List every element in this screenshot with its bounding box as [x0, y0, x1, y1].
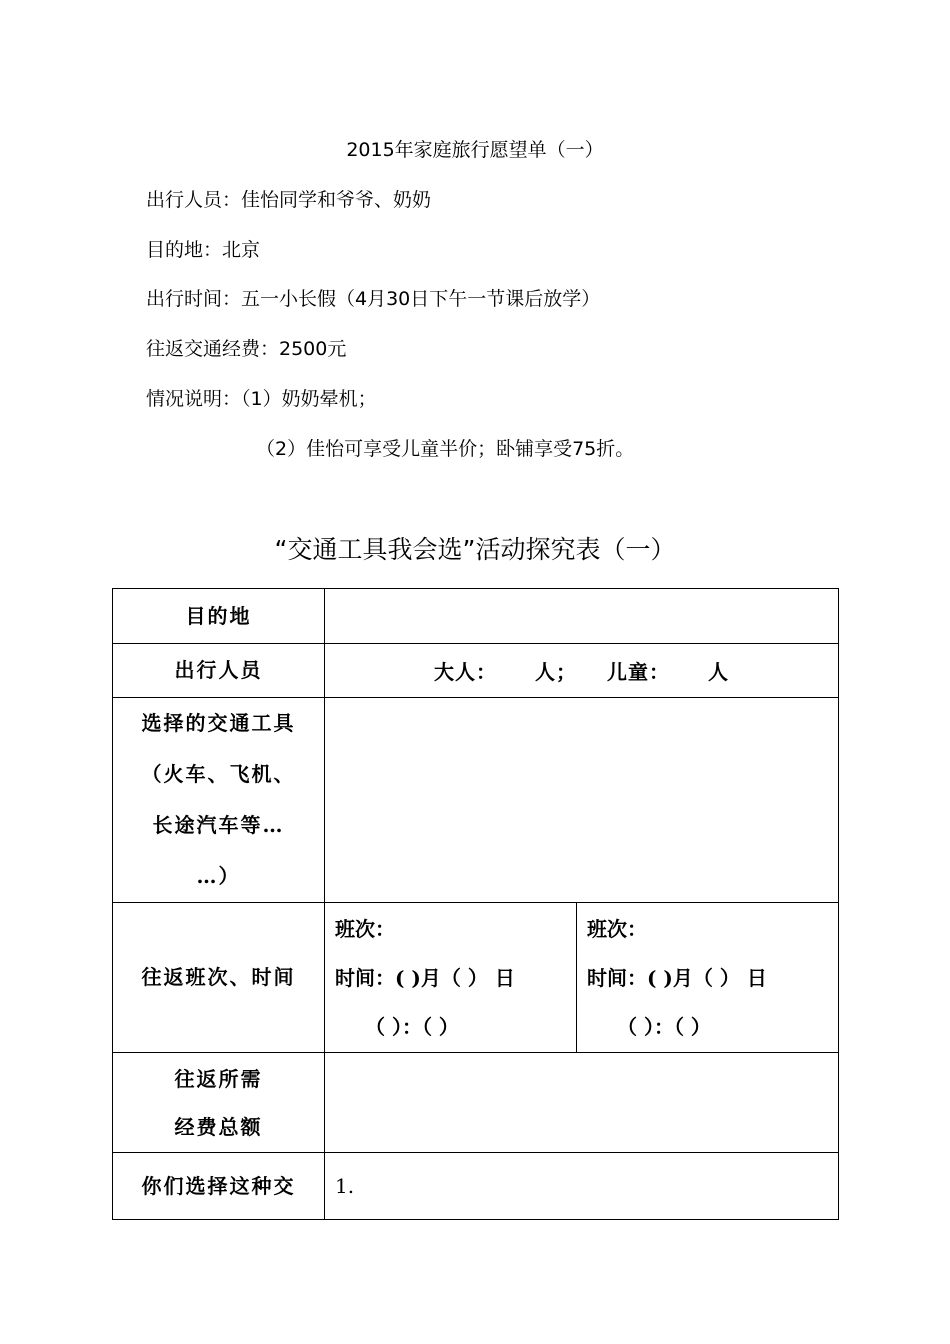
trips-label-cell — [113, 903, 325, 1053]
trips-label: 往返班次、时间 — [141, 965, 296, 989]
cost-label-line-2: 经费总额 — [174, 1114, 263, 1139]
transport-label-line-1: 选择的交通工具 — [141, 711, 296, 735]
reason-value-cell[interactable] — [325, 1153, 839, 1220]
trip-return-number-label: 班次： — [587, 917, 647, 941]
transport-value-cell[interactable] — [325, 698, 839, 903]
trip-go-cell[interactable] — [325, 903, 577, 1053]
adult-label: 大人： — [434, 660, 498, 684]
trip-return-time-label: 时间：( )月（ ） 日 — [587, 966, 767, 990]
transport-label-cell — [113, 698, 325, 903]
info-cost: 往返交通经费：2500元 — [146, 338, 347, 360]
transport-label-line-3: 长途汽车等… — [152, 813, 285, 837]
transport-label-line-2: （火车、飞机、 — [141, 762, 296, 786]
trip-go-time-clock: （ ）：（ ） — [365, 1015, 459, 1039]
table-row-travelers — [113, 644, 839, 698]
travelers-label-cell — [113, 644, 325, 698]
info-time: 出行时间：五一小长假（4月30日下午一节课后放学） — [146, 288, 601, 310]
info-destination: 目的地：北京 — [146, 239, 261, 261]
cost-value-cell[interactable] — [325, 1053, 839, 1153]
activity-table-title: “交通工具我会选”活动探究表（一） — [274, 535, 676, 564]
travelers-label: 出行人员 — [174, 658, 263, 682]
cost-label-line-1: 往返所需 — [174, 1066, 263, 1091]
trip-return-cell[interactable] — [577, 903, 839, 1053]
destination-label: 目的地 — [185, 603, 252, 628]
reason-label-cell — [113, 1153, 325, 1220]
transport-label-line-4: …） — [196, 864, 241, 888]
wish-list-title: 2015年家庭旅行愿望单（一） — [346, 139, 604, 161]
cost-label-cell — [113, 1053, 325, 1153]
trip-go-number-label: 班次： — [335, 917, 395, 941]
table-row-trips — [113, 903, 839, 1053]
destination-label-cell — [113, 589, 325, 644]
info-travelers: 出行人员：佳怡同学和爷爷、奶奶 — [146, 189, 432, 211]
info-notes-1: 情况说明：（1）奶奶晕机； — [146, 388, 377, 410]
table-row-reason — [113, 1153, 839, 1220]
destination-value-cell[interactable] — [325, 589, 839, 644]
info-notes-2: （2）佳怡可享受儿童半价；卧铺享受75折。 — [256, 438, 635, 460]
table-row-cost — [113, 1053, 839, 1153]
activity-table — [112, 588, 839, 1220]
reason-value[interactable]: 1. — [335, 1174, 355, 1198]
trip-go-time-label: 时间：( )月（ ） 日 — [335, 966, 515, 990]
child-label: 儿童： — [606, 660, 670, 684]
reason-label: 你们选择这种交 — [141, 1173, 296, 1198]
adult-unit: 人； — [535, 660, 578, 684]
travelers-value-cell[interactable] — [325, 644, 839, 698]
child-unit: 人 — [707, 660, 729, 684]
table-row-destination — [113, 589, 839, 644]
table-row-transport — [113, 698, 839, 903]
trip-return-time-clock: （ ）：（ ） — [617, 1015, 711, 1039]
